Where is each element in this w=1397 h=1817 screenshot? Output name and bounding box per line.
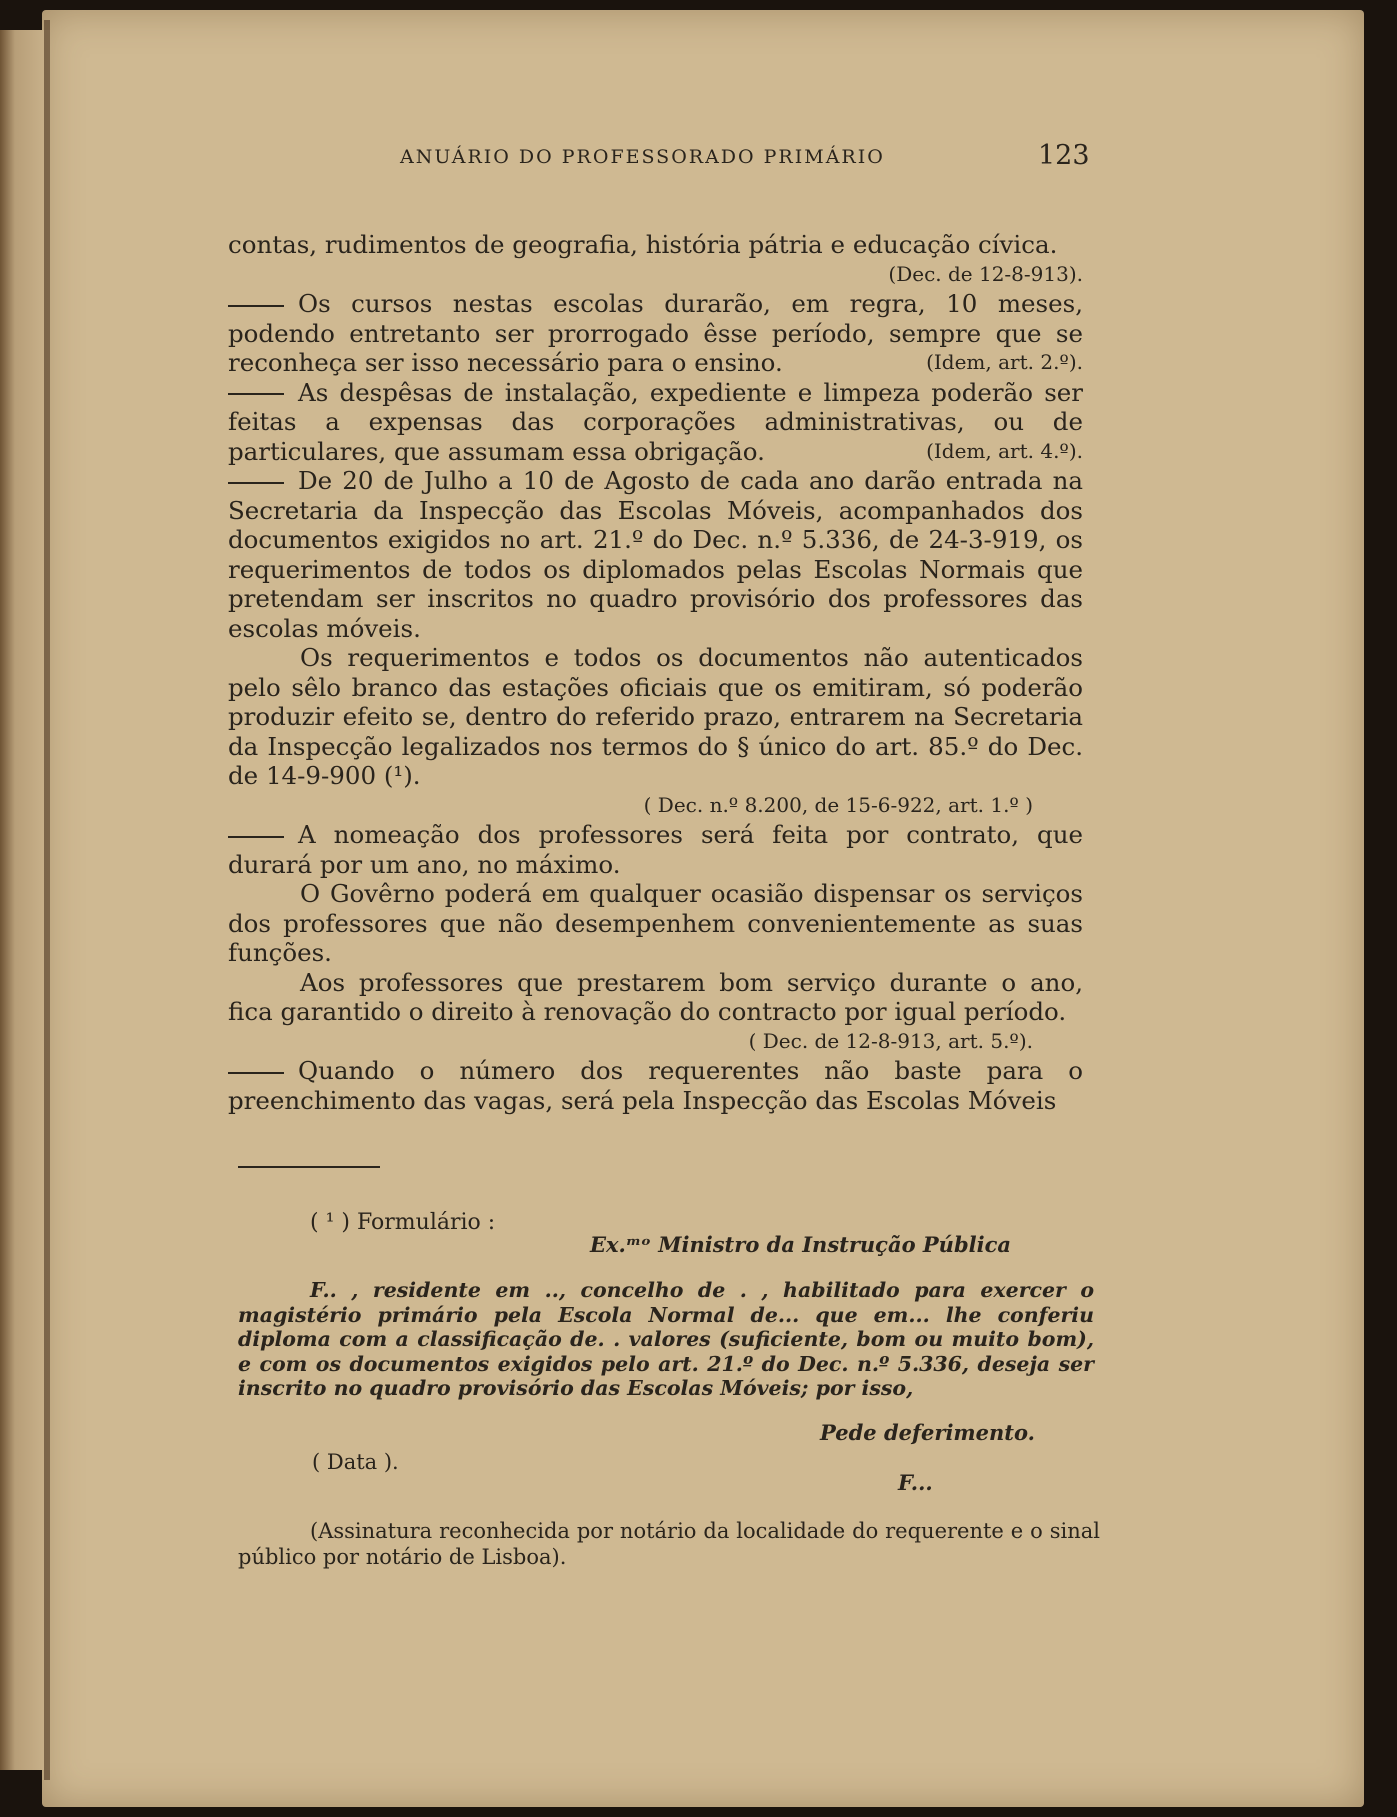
paragraph <box>228 879 1083 968</box>
citation: (Idem, art. 2.º). <box>926 350 1083 374</box>
paragraph <box>228 968 1083 1027</box>
paragraph-text: O Govêrno poderá em qualquer ocasião dispensar os serviços dos professores que não desempenhem convenientemente as suas funções. <box>228 879 1083 967</box>
form-body: F.. , residente em .., concelho de . , habilitado para exercer o magistério primário pela Escola Normal de... que em... lhe conferiu diploma com a classificação de. . valores (suficiente, bom ou muito bom), e com os documentos exigidos pelo art. 21.º do Dec. n.º 5.336, deseja ser inscrito no quadro provisório das Escolas Móveis; por isso, <box>238 1278 1094 1400</box>
form-addressee: Ex.ᵐᵒ Ministro da Instrução Pública <box>590 1232 1011 1257</box>
em-dash-rule <box>228 482 284 484</box>
paragraph <box>228 643 1083 791</box>
citation: (Idem, art. 4.º). <box>926 438 1083 463</box>
paragraph <box>228 1056 1083 1115</box>
form-closing: Pede deferimento. <box>820 1420 1035 1445</box>
book-spine <box>0 30 50 1770</box>
form-signature: F... <box>898 1470 933 1495</box>
page-number: 123 <box>1038 140 1090 171</box>
citation: ( Dec. de 12-8-913, art. 5.º). <box>748 1028 1033 1053</box>
paragraph-text: A nomeação dos professores será feita por contrato, que durará por um ano, no máximo. <box>228 820 1083 879</box>
paragraph <box>228 289 1083 378</box>
paragraph-text: Quando o número dos requerentes não baste para o preenchimento das vagas, será pela Inspecção das Escolas Móveis <box>228 1056 1083 1115</box>
citation: ( Dec. n.º 8.200, de 15-6-922, art. 1.º ) <box>643 792 1033 817</box>
footnote-rule <box>238 1166 380 1168</box>
em-dash-rule <box>228 836 284 838</box>
paragraph <box>228 230 1083 289</box>
citation: (Dec. de 12-8-913). <box>888 261 1083 286</box>
footnote-label: ( ¹ ) Formulário : <box>310 1210 496 1235</box>
body-text <box>228 230 1083 1115</box>
em-dash-rule <box>228 305 284 307</box>
paragraph-text: Aos professores que prestarem bom serviço durante o ano, fica garantido o direito à renovação do contracto por igual período. <box>228 967 1083 1026</box>
paragraph-text: Os requerimentos e todos os documentos não autenticados pelo sêlo branco das estações oficiais que os emitiram, só poderão produzir efeito se, dentro do referido prazo, entrarem na Secretaria da Inspecção legalizados nos termos do § único do art. 85.º do Dec. de 14-9-900 (¹). <box>228 643 1083 790</box>
paragraph-text: contas, rudimentos de geografia, história pátria e educação cívica. <box>228 230 1058 259</box>
paragraph <box>228 378 1083 467</box>
page-header <box>0 140 1397 180</box>
paragraph-text: Os cursos nestas escolas durarão, em regra, 10 meses, podendo entretanto ser prorrogado êsse período, sempre que se reconheça ser isso necessário para o ensino. <box>228 289 1083 377</box>
paragraph-text: As despêsas de instalação, expediente e limpeza poderão ser feitas a expensas das corporações administrativas, ou de particulares, que assumam essa obrigação. <box>228 377 1083 466</box>
running-title: ANUÁRIO DO PROFESSORADO PRIMÁRIO <box>400 146 885 168</box>
paragraph <box>228 820 1083 879</box>
paragraph-text: De 20 de Julho a 10 de Agosto de cada ano darão entrada na Secretaria da Inspecção das Escolas Móveis, acompanhados dos documentos exigidos no art. 21.º do Dec. n.º 5.336, de 24-3-919, os requerimentos de todos os diplomados pelas Escolas Normais que pretendam ser inscritos no quadro provisório dos professores das escolas móveis. <box>228 466 1083 643</box>
spine-edge <box>44 20 50 1780</box>
em-dash-rule <box>228 393 284 395</box>
em-dash-rule <box>228 1072 284 1074</box>
form-date: ( Data ). <box>312 1450 399 1474</box>
footnote-note: (Assinatura reconhecida por notário da localidade do requerente e o sinal público por notário de Lisboa). <box>238 1519 1100 1569</box>
paragraph <box>228 466 1083 643</box>
